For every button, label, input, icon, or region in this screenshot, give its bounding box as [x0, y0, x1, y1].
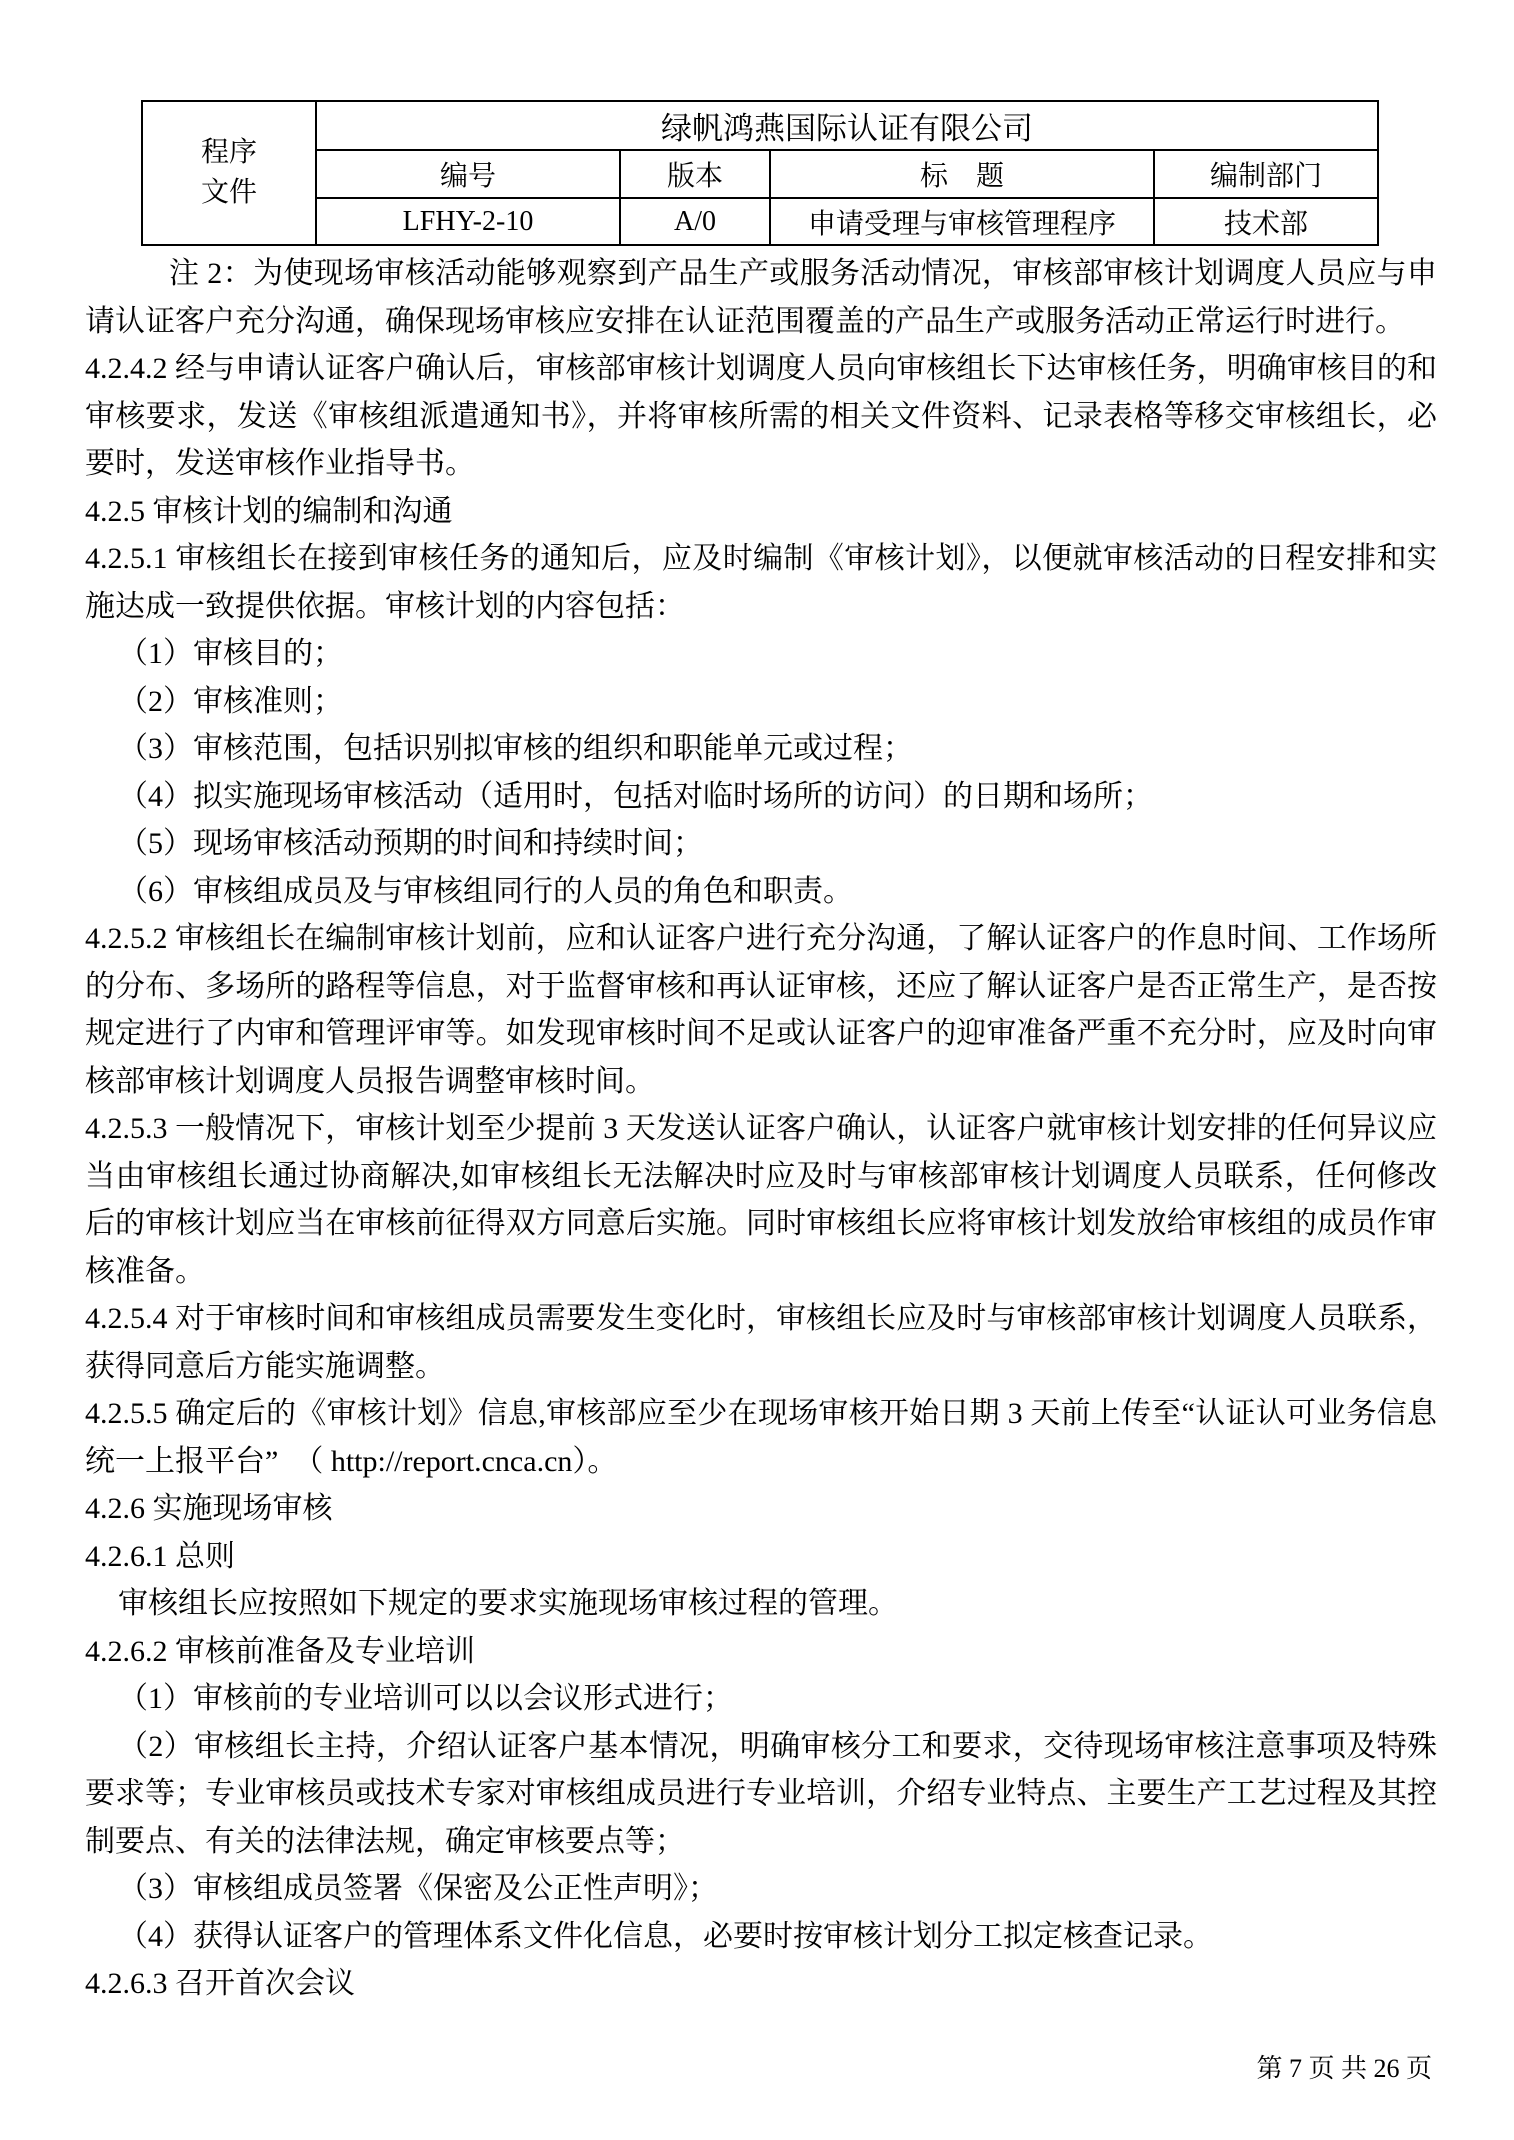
doc-version: A/0: [620, 198, 770, 245]
paragraph: （5）现场审核活动预期的时间和持续时间；: [118, 827, 703, 860]
paragraph: 审核组长应按照如下规定的要求实施现场审核过程的管理。: [118, 1587, 898, 1620]
paragraph: （2）审核准则；: [118, 684, 343, 718]
doc-type-line2: 文件: [200, 177, 257, 208]
paragraph: （3）审核组成员签署《保密及公正性声明》；: [118, 1872, 718, 1905]
paragraph: 4.2.5 审核计划的编制和沟通: [85, 494, 453, 528]
document-body: [85, 250, 1437, 2008]
paragraph: 4.2.5.3 一般情况下，审核计划至少提前 3 天发送认证客户确认，认证客户就审核计划安排的任何异议应当由审核组长通过协商解决,如审核组长无法解决时应及时与审核部审核计划调度人员联系，任何修改后的审核计划应当在审核前征得双方同意后实施。同时审核组长应将审核计划发放给审核组的成员作审核准备。: [85, 1112, 1437, 1288]
paragraph: 4.2.6.2 审核前准备及专业培训: [85, 1634, 475, 1668]
paragraph: 4.2.5.1 审核组长在接到审核任务的通知后，应及时编制《审核计划》，以便就审核活动的日程安排和实施达成一致提供依据。审核计划的内容包括：: [85, 542, 1437, 623]
document-header-table: [141, 100, 1379, 246]
paragraph: （3）审核范围，包括识别拟审核的组织和职能单元或过程；: [118, 732, 913, 765]
paragraph: 注 2：为使现场审核活动能够观察到产品生产或服务活动情况，审核部审核计划调度人员应与申请认证客户充分沟通，确保现场审核应安排在认证范围覆盖的产品生产或服务活动正常运行时进行。: [85, 257, 1437, 338]
paragraph: 4.2.5.4 对于审核时间和审核组成员需要发生变化时，审核组长应及时与审核部审核计划调度人员联系，获得同意后方能实施调整。: [85, 1302, 1437, 1383]
paragraph: （4）拟实施现场审核活动（适用时，包括对临时场所的访问）的日期和场所；: [118, 779, 1153, 813]
paragraph: 4.2.4.2 经与申请认证客户确认后，审核部审核计划调度人员向审核组长下达审核任务，明确审核目的和审核要求，发送《审核组派遣通知书》，并将审核所需的相关文件资料、记录表格等移交审核组长，必要时，发送审核作业指导书。: [85, 352, 1437, 480]
doc-type-line1: 程序: [200, 137, 257, 168]
col-header-version: 版本: [620, 150, 770, 198]
paragraph: （1）审核目的；: [118, 637, 343, 670]
company-name: 绿帆鸿燕国际认证有限公司: [316, 101, 1378, 150]
paragraph: （1）审核前的专业培训可以以会议形式进行；: [118, 1682, 733, 1715]
col-header-dept: 编制部门: [1154, 150, 1378, 198]
col-header-title: 标 题: [770, 150, 1154, 198]
paragraph: 4.2.5.2 审核组长在编制审核计划前，应和认证客户进行充分沟通，了解认证客户的作息时间、工作场所的分布、多场所的路程等信息，对于监督审核和再认证审核，还应了解认证客户是否正常生产，是否按规定进行了内审和管理评审等。如发现审核时间不足或认证客户的迎审准备严重不充分时，应及时向审核部审核计划调度人员报告调整审核时间。: [85, 922, 1437, 1098]
paragraph: 4.2.6 实施现场审核: [85, 1492, 333, 1525]
doc-type-cell: [142, 101, 316, 245]
doc-title: 申请受理与审核管理程序: [770, 198, 1154, 245]
page-number: 第 7 页 共 26 页: [1256, 2054, 1432, 2083]
paragraph: （6）审核组成员及与审核组同行的人员的角色和职责。: [118, 874, 853, 908]
doc-dept: 技术部: [1154, 198, 1378, 245]
paragraph: （2）审核组长主持，介绍认证客户基本情况，明确审核分工和要求，交待现场审核注意事项及特殊要求等；专业审核员或技术专家对审核组成员进行专业培训，介绍专业特点、主要生产工艺过程及其控制要点、有关的法律法规，确定审核要点等；: [85, 1729, 1437, 1858]
col-header-number: 编号: [316, 150, 620, 198]
paragraph: 4.2.6.3 召开首次会议: [85, 1967, 355, 2000]
paragraph: （4）获得认证客户的管理体系文件化信息，必要时按审核计划分工拟定核查记录。: [118, 1919, 1213, 1953]
paragraph: 4.2.6.1 总则: [85, 1539, 235, 1573]
paragraph: 4.2.5.5 确定后的《审核计划》信息,审核部应至少在现场审核开始日期 3 天前上传至“认证认可业务信息统一上报平台” （ http://report.cnca.cn）。: [85, 1397, 1437, 1478]
doc-number: LFHY-2-10: [316, 198, 620, 245]
